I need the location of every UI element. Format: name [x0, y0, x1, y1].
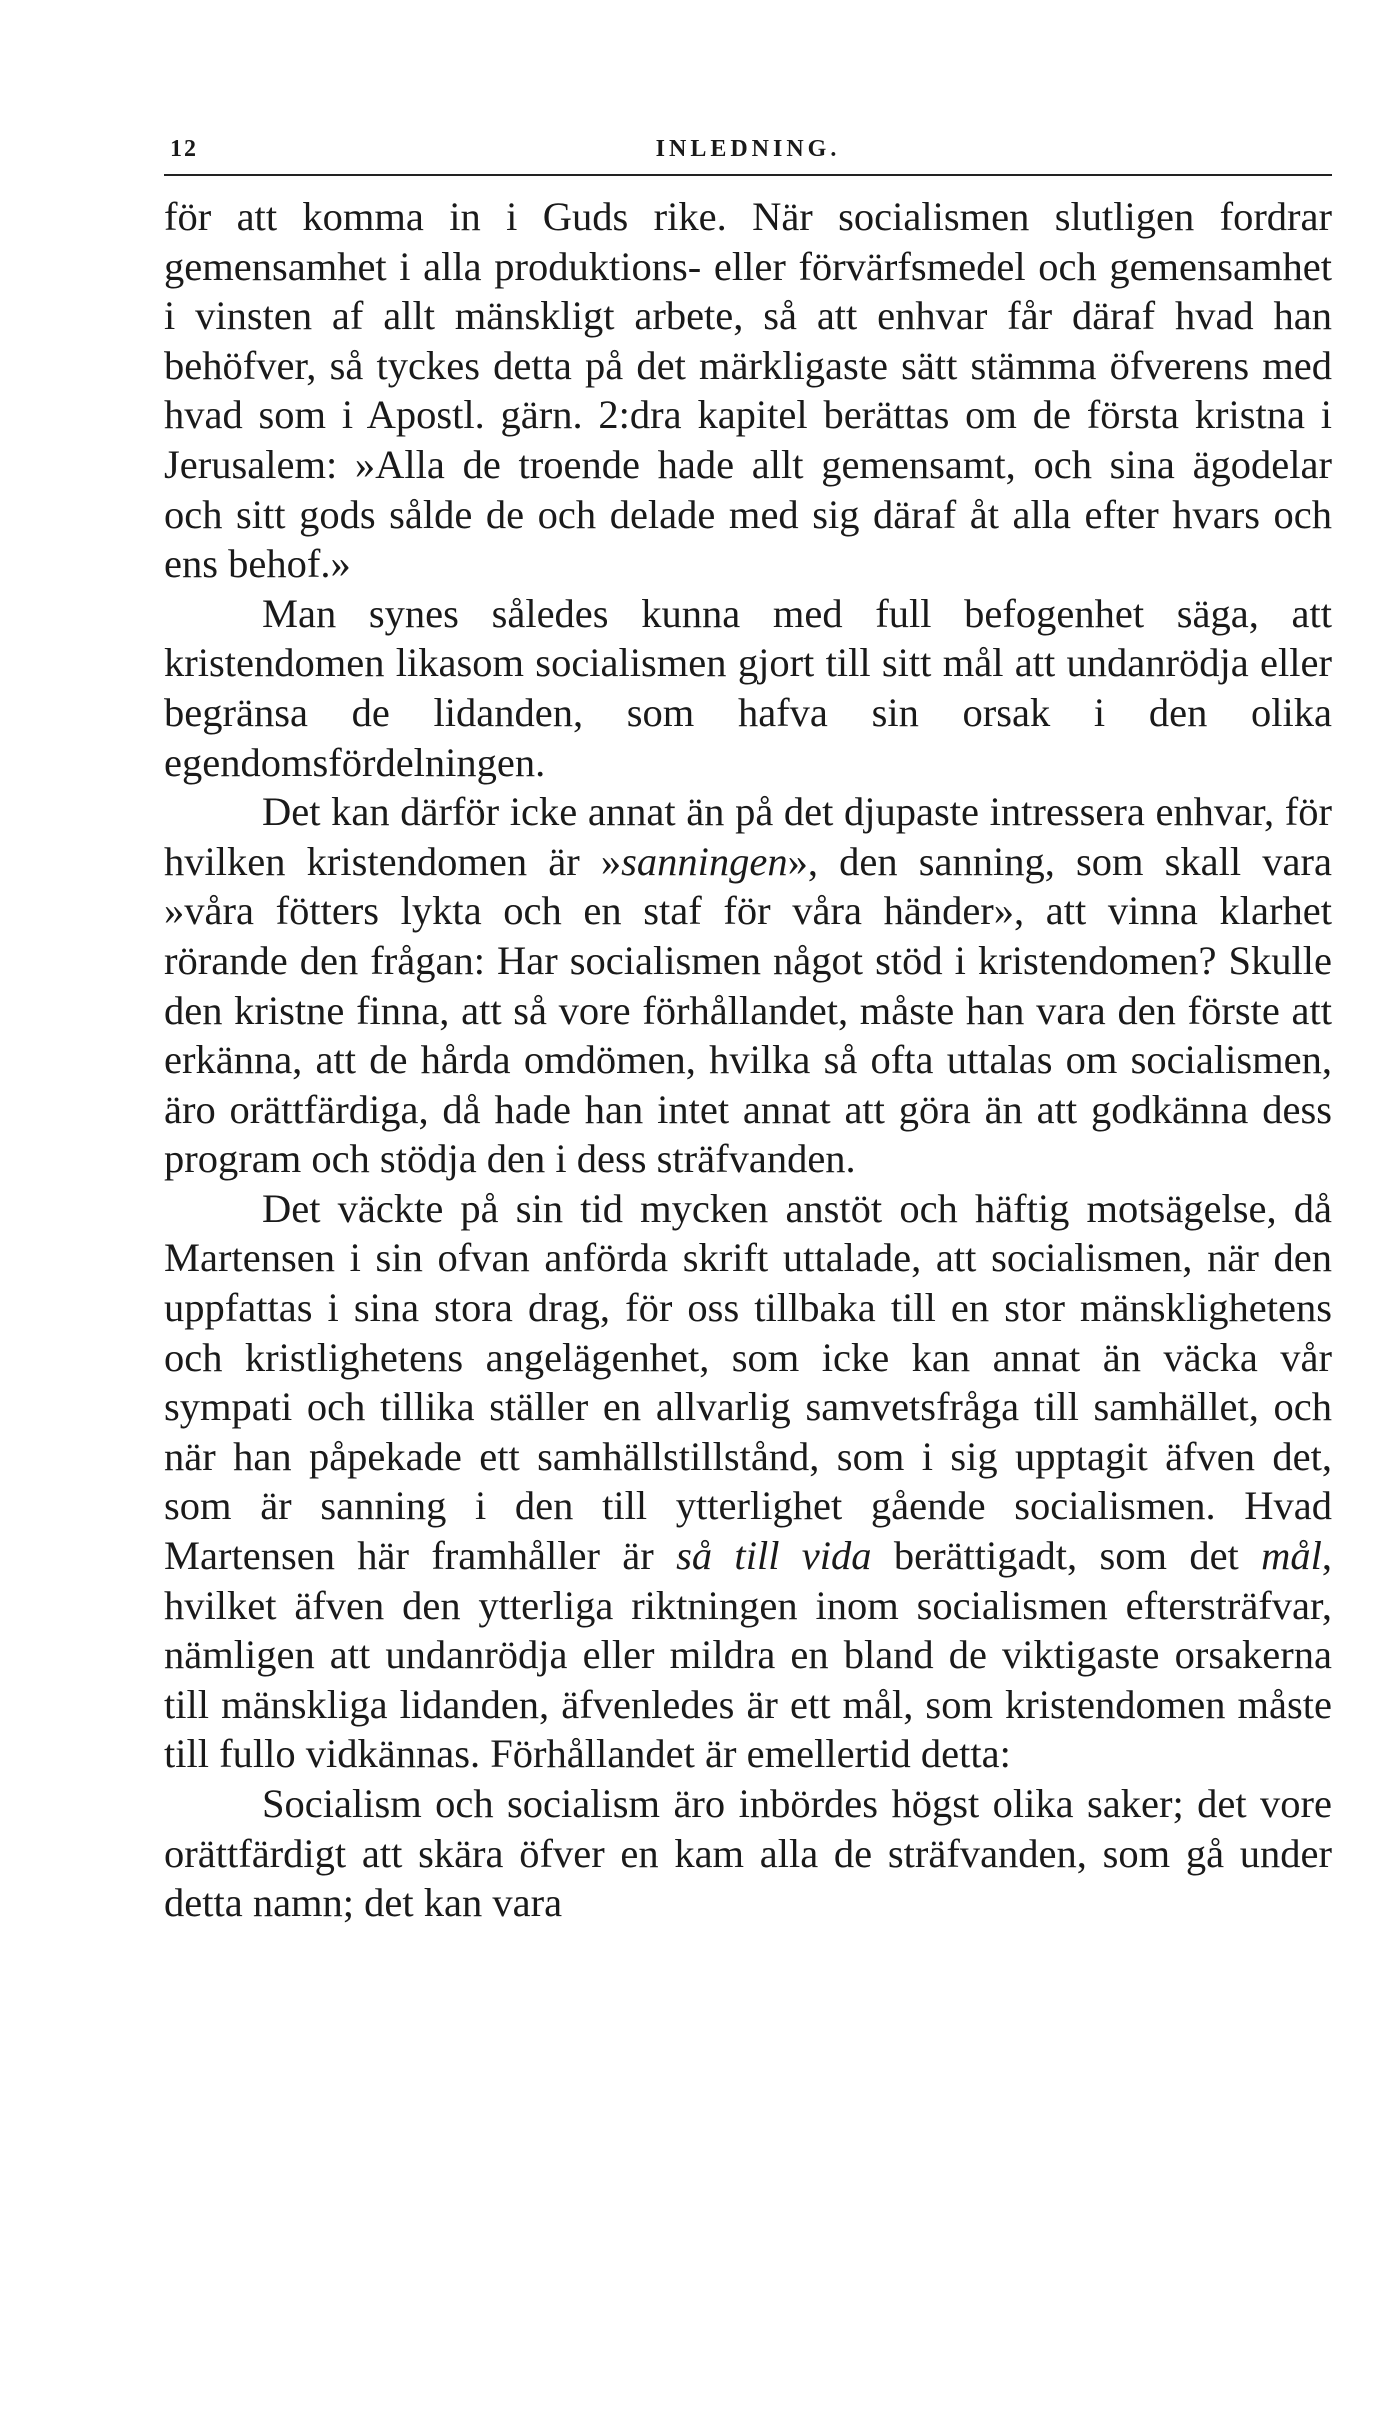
italic-text: mål: [1261, 1533, 1322, 1579]
text-segment: , hvilket äfven den ytterliga riktningen inom socialismen eftersträfvar, nämligen att undanrödja eller mildra en bland de viktigaste orsakerna till mänskliga lidanden, äfvenledes är ett mål, som kristendomen måste till fullo vidkännas. Förhållandet är emellertid detta:: [164, 1533, 1333, 1777]
text-segment: Socialism och socialism äro inbördes högst olika saker; det vore orättfärdigt att skära öfver en kam alla de sträfvanden, som gå under detta namn; det kan vara: [164, 1781, 1332, 1926]
paragraph: [164, 192, 1332, 589]
italic-text: sanningen: [621, 838, 788, 884]
body-text: [164, 192, 1332, 1928]
text-segment: Man synes således kunna med full befogenhet säga, att kristendomen likasom socialismen gjort till sitt mål att undanrödja eller begränsa de lidanden, som hafva sin orsak i den olika egendomsfördelningen.: [164, 590, 1332, 785]
text-segment: berättigadt, som det: [871, 1533, 1262, 1579]
text-segment: », den sanning, som skall vara »våra fötters lykta och en staf för våra händer», att vinna klarhet rörande den frågan: Har socialismen något stöd i kristendomen? Skulle den kristne finna, att så vore förhållandet, måste han vara den förste att erkänna, att de hårda omdömen, hvilka så ofta uttalas om socialismen, äro orättfärdiga, då hade han intet annat att göra än att godkänna dess program och stödja den i dess sträfvanden.: [164, 838, 1332, 1182]
page-header: [164, 130, 1332, 174]
text-segment: Det kan därför icke annat än på det djupaste intressera enhvar, för hvilken kristendomen är »: [164, 789, 1332, 884]
header-rule: [164, 174, 1332, 176]
paragraph: [164, 1184, 1332, 1779]
text-segment: Det väckte på sin tid mycken anstöt och häftig motsägelse, då Martensen i sin ofvan anförda skrift uttalade, att socialismen, när den uppfattas i sina stora drag, för oss tillbaka till en stor mänsklighetens och kristlighetens angelägenhet, som icke kan annat än väcka vår sympati och tillika ställer en allvarlig samvetsfråga till samhället, och när han påpekade ett samhällstillstånd, som i sig upptagit äfven det, som är sanning i den till ytterlighet gående socialismen. Hvad Martensen här framhåller är: [164, 1185, 1332, 1579]
text-segment: för att komma in i Guds rike. När socialismen slutligen fordrar gemensamhet i alla produktions- eller förvärfsmedel och gemensamhet i vinsten af allt mänskligt arbete, så att enhvar får däraf hvad han behöfver, så tyckes detta på det märkligaste sätt stämma öfverens med hvad som i Apostl. gärn. 2:dra kapitel berättas om de första kristna i Jerusalem: »Alla de troende hade allt gemensamt, och sina ägodelar och sitt gods sålde de och delade med sig däraf åt alla efter hvars och ens behof.»: [164, 194, 1332, 587]
running-head: INLEDNING.: [655, 136, 841, 162]
italic-text: så till vida: [676, 1533, 872, 1579]
paragraph: [164, 787, 1332, 1184]
page-number: 12: [170, 136, 198, 162]
paragraph: [164, 589, 1332, 787]
paragraph: [164, 1779, 1332, 1928]
book-page: [164, 130, 1332, 1928]
